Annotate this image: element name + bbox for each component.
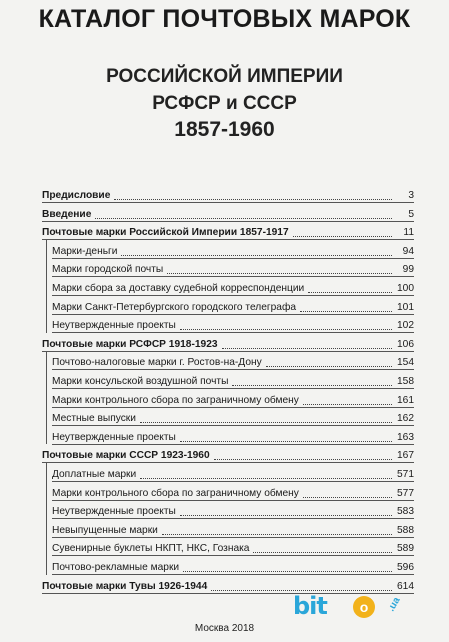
section-bracket — [46, 463, 47, 575]
toc-entry-page: 577 — [397, 487, 414, 499]
dot-leader — [140, 421, 392, 423]
toc-entry-page: 5 — [408, 208, 414, 220]
toc-entry-page: 102 — [397, 320, 414, 332]
imprint-city-year: Москва 2018 — [194, 623, 255, 634]
toc-entry-title: Почтово-рекламные марки — [52, 562, 180, 573]
toc-entry-page: 94 — [402, 245, 414, 257]
toc-entry — [42, 426, 414, 444]
toc-entry — [42, 444, 414, 462]
toc-entry-title: Почтовые марки СССР 1923-1960 — [42, 450, 210, 462]
dot-leader — [303, 403, 392, 405]
toc-entry-title: Введение — [42, 208, 92, 220]
toc-entry-page: 11 — [403, 227, 414, 239]
dot-leader — [266, 365, 392, 367]
toc-entry-page: 614 — [397, 580, 414, 592]
toc-entry-page: 100 — [397, 283, 414, 294]
dot-leader — [114, 198, 392, 200]
toc-entry — [42, 389, 414, 407]
logo-coin-icon: o — [353, 596, 375, 618]
toc-entry — [42, 314, 414, 332]
toc-entry — [42, 407, 414, 425]
dot-leader — [183, 570, 392, 572]
toc-entry-title: Марки Санкт-Петербургского городского телеграфа — [52, 301, 297, 313]
dot-leader — [293, 235, 392, 237]
dot-leader — [180, 440, 392, 442]
toc-entry-page: 161 — [397, 394, 414, 406]
dot-leader — [232, 384, 392, 386]
toc-entry-page: 99 — [402, 264, 414, 276]
toc-entry-title: Неутвержденные проекты — [52, 320, 176, 332]
toc-entry-page: 588 — [397, 524, 414, 536]
toc-entry-page: 106 — [397, 338, 414, 350]
toc-entry — [42, 351, 414, 369]
logo-wordmark: bit — [293, 592, 327, 620]
toc-entry — [42, 203, 414, 221]
dot-leader — [180, 328, 392, 330]
toc-entry — [42, 463, 414, 481]
toc-entry — [42, 296, 414, 314]
dot-leader — [308, 291, 392, 293]
toc-entry-title: Неутвержденные проекты — [52, 431, 176, 443]
dot-leader — [253, 551, 392, 553]
toc-entry — [42, 240, 414, 258]
toc-entry-title: Марки контрольного сбора по заграничному обмену — [52, 394, 299, 406]
dot-leader — [95, 217, 392, 219]
toc-entry-page: 154 — [397, 357, 414, 369]
subtitle-years: 1857-1960 — [174, 118, 275, 141]
toc-entry-page: 571 — [397, 469, 414, 480]
toc-entry — [42, 184, 414, 202]
toc-entry-page: 163 — [397, 431, 414, 443]
dot-leader — [211, 589, 392, 591]
toc-entry-title: Почтовые марки Тувы 1926-1944 — [42, 580, 208, 592]
toc-entry — [42, 277, 414, 295]
toc-entry — [42, 258, 414, 276]
page-title: КАТАЛОГ ПОЧТОВЫХ МАРОК — [38, 5, 411, 33]
toc-entry-title: Марки сбора за доставку судебной корреспонденции — [52, 283, 305, 294]
toc-entry — [42, 370, 414, 388]
toc-entry-title: Марки контрольного сбора по заграничному обмену — [52, 487, 299, 499]
toc-entry-title: Почтовые марки Российской Империи 1857-1917 — [42, 227, 289, 239]
toc-entry-title: Марки консульской воздушной почты — [52, 376, 229, 387]
toc-entry-title: Доплатные марки — [52, 469, 137, 480]
dot-leader — [214, 458, 392, 460]
toc-entry-title: Почтовые марки РСФСР 1918-1923 — [42, 338, 218, 350]
bitok-watermark-logo — [293, 592, 413, 626]
logo-domain: .ua — [385, 595, 403, 614]
toc-entry-page: 167 — [397, 450, 414, 462]
toc-entry-page: 583 — [397, 506, 414, 518]
toc-entry — [42, 221, 414, 239]
toc-entry — [42, 575, 414, 593]
toc-entry-page: 158 — [397, 376, 414, 387]
dot-leader — [180, 514, 392, 516]
toc-entry-title: Сувенирные буклеты НКПТ, НКС, Гознака — [52, 543, 250, 555]
dot-leader — [121, 254, 392, 256]
section-bracket — [46, 351, 47, 444]
toc-entry — [42, 556, 414, 574]
toc-entry — [42, 500, 414, 518]
section-bracket — [46, 240, 47, 333]
toc-entry-page: 589 — [397, 543, 414, 555]
dot-leader — [303, 496, 392, 498]
dot-leader — [162, 533, 392, 535]
toc-entry-title: Неутвержденные проекты — [52, 506, 176, 518]
toc-entry-title: Марки-деньги — [52, 245, 118, 257]
toc-entry-page: 596 — [397, 562, 414, 573]
subtitle-empire: РОССИЙСКОЙ ИМПЕРИИ — [106, 66, 343, 87]
toc-entry-title: Предисловие — [42, 190, 111, 201]
subtitle-rsfsr-ussr: РСФСР и СССР — [152, 93, 297, 114]
dot-leader — [140, 477, 392, 479]
dot-leader — [222, 347, 392, 349]
toc-entry-page: 101 — [397, 301, 414, 313]
toc-entry-title: Марки городской почты — [52, 264, 164, 276]
toc-entry — [42, 519, 414, 537]
toc-entry-page: 3 — [408, 190, 414, 201]
toc-entry-title: Почтово-налоговые марки г. Ростов-на-Дону — [52, 357, 262, 369]
toc-entry — [42, 537, 414, 555]
toc-entry — [42, 333, 414, 351]
dot-leader — [167, 272, 392, 274]
toc-entry — [42, 482, 414, 500]
dot-leader — [300, 310, 392, 312]
toc-entry-title: Местные выпуски — [52, 413, 136, 425]
toc-entry-page: 162 — [397, 413, 414, 425]
toc-entry-title: Невыпущенные марки — [52, 524, 158, 536]
